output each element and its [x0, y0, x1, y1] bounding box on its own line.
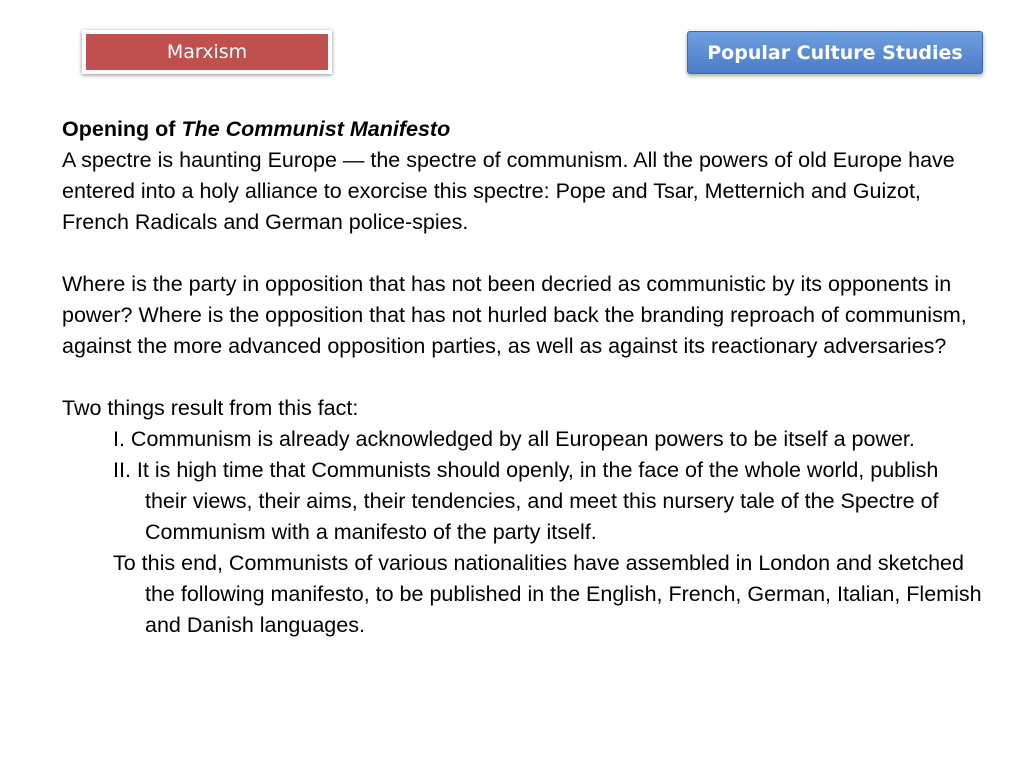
list-item: To this end, Communists of various nationalities have assembled in London and sketched the following manifesto, to be published in the English, French, German, Italian, Flemish and Danish languages. [113, 551, 982, 637]
marxism-tag-label: Marxism [86, 34, 328, 70]
marxism-tag [82, 30, 332, 74]
heading-prefix: Opening of [62, 117, 182, 141]
slide-heading [62, 114, 982, 145]
paragraph-3-intro: Two things result from this fact: [62, 396, 359, 420]
spacer [62, 238, 982, 269]
list-item: II. It is high time that Communists should openly, in the face of the whole world, publish their views, their aims, their tendencies, and meet this nursery tale of the Spectre of Communism with a manifesto of the party itself. [113, 458, 939, 544]
list-item: I. Communism is already acknowledged by all European powers to be itself a power. [113, 427, 915, 451]
popular-culture-studies-button[interactable]: Popular Culture Studies [687, 31, 983, 74]
paragraph-2: Where is the party in opposition that has not been decried as communistic by its opponents in power? Where is the opposition that has not hurled back the branding reproach of communism, against the more advanced opposition parties, as well as against its reactionary adversaries? [62, 272, 967, 358]
heading-title: The Communist Manifesto [181, 117, 451, 141]
paragraph-1: A spectre is haunting Europe — the spectre of communism. All the powers of old Europe have entered into a holy alliance to exorcise this spectre: Pope and Tsar, Metternich and Guizot, French Radicals and German police-spies. [62, 148, 955, 234]
slide-body [62, 114, 982, 641]
spacer [62, 362, 982, 393]
